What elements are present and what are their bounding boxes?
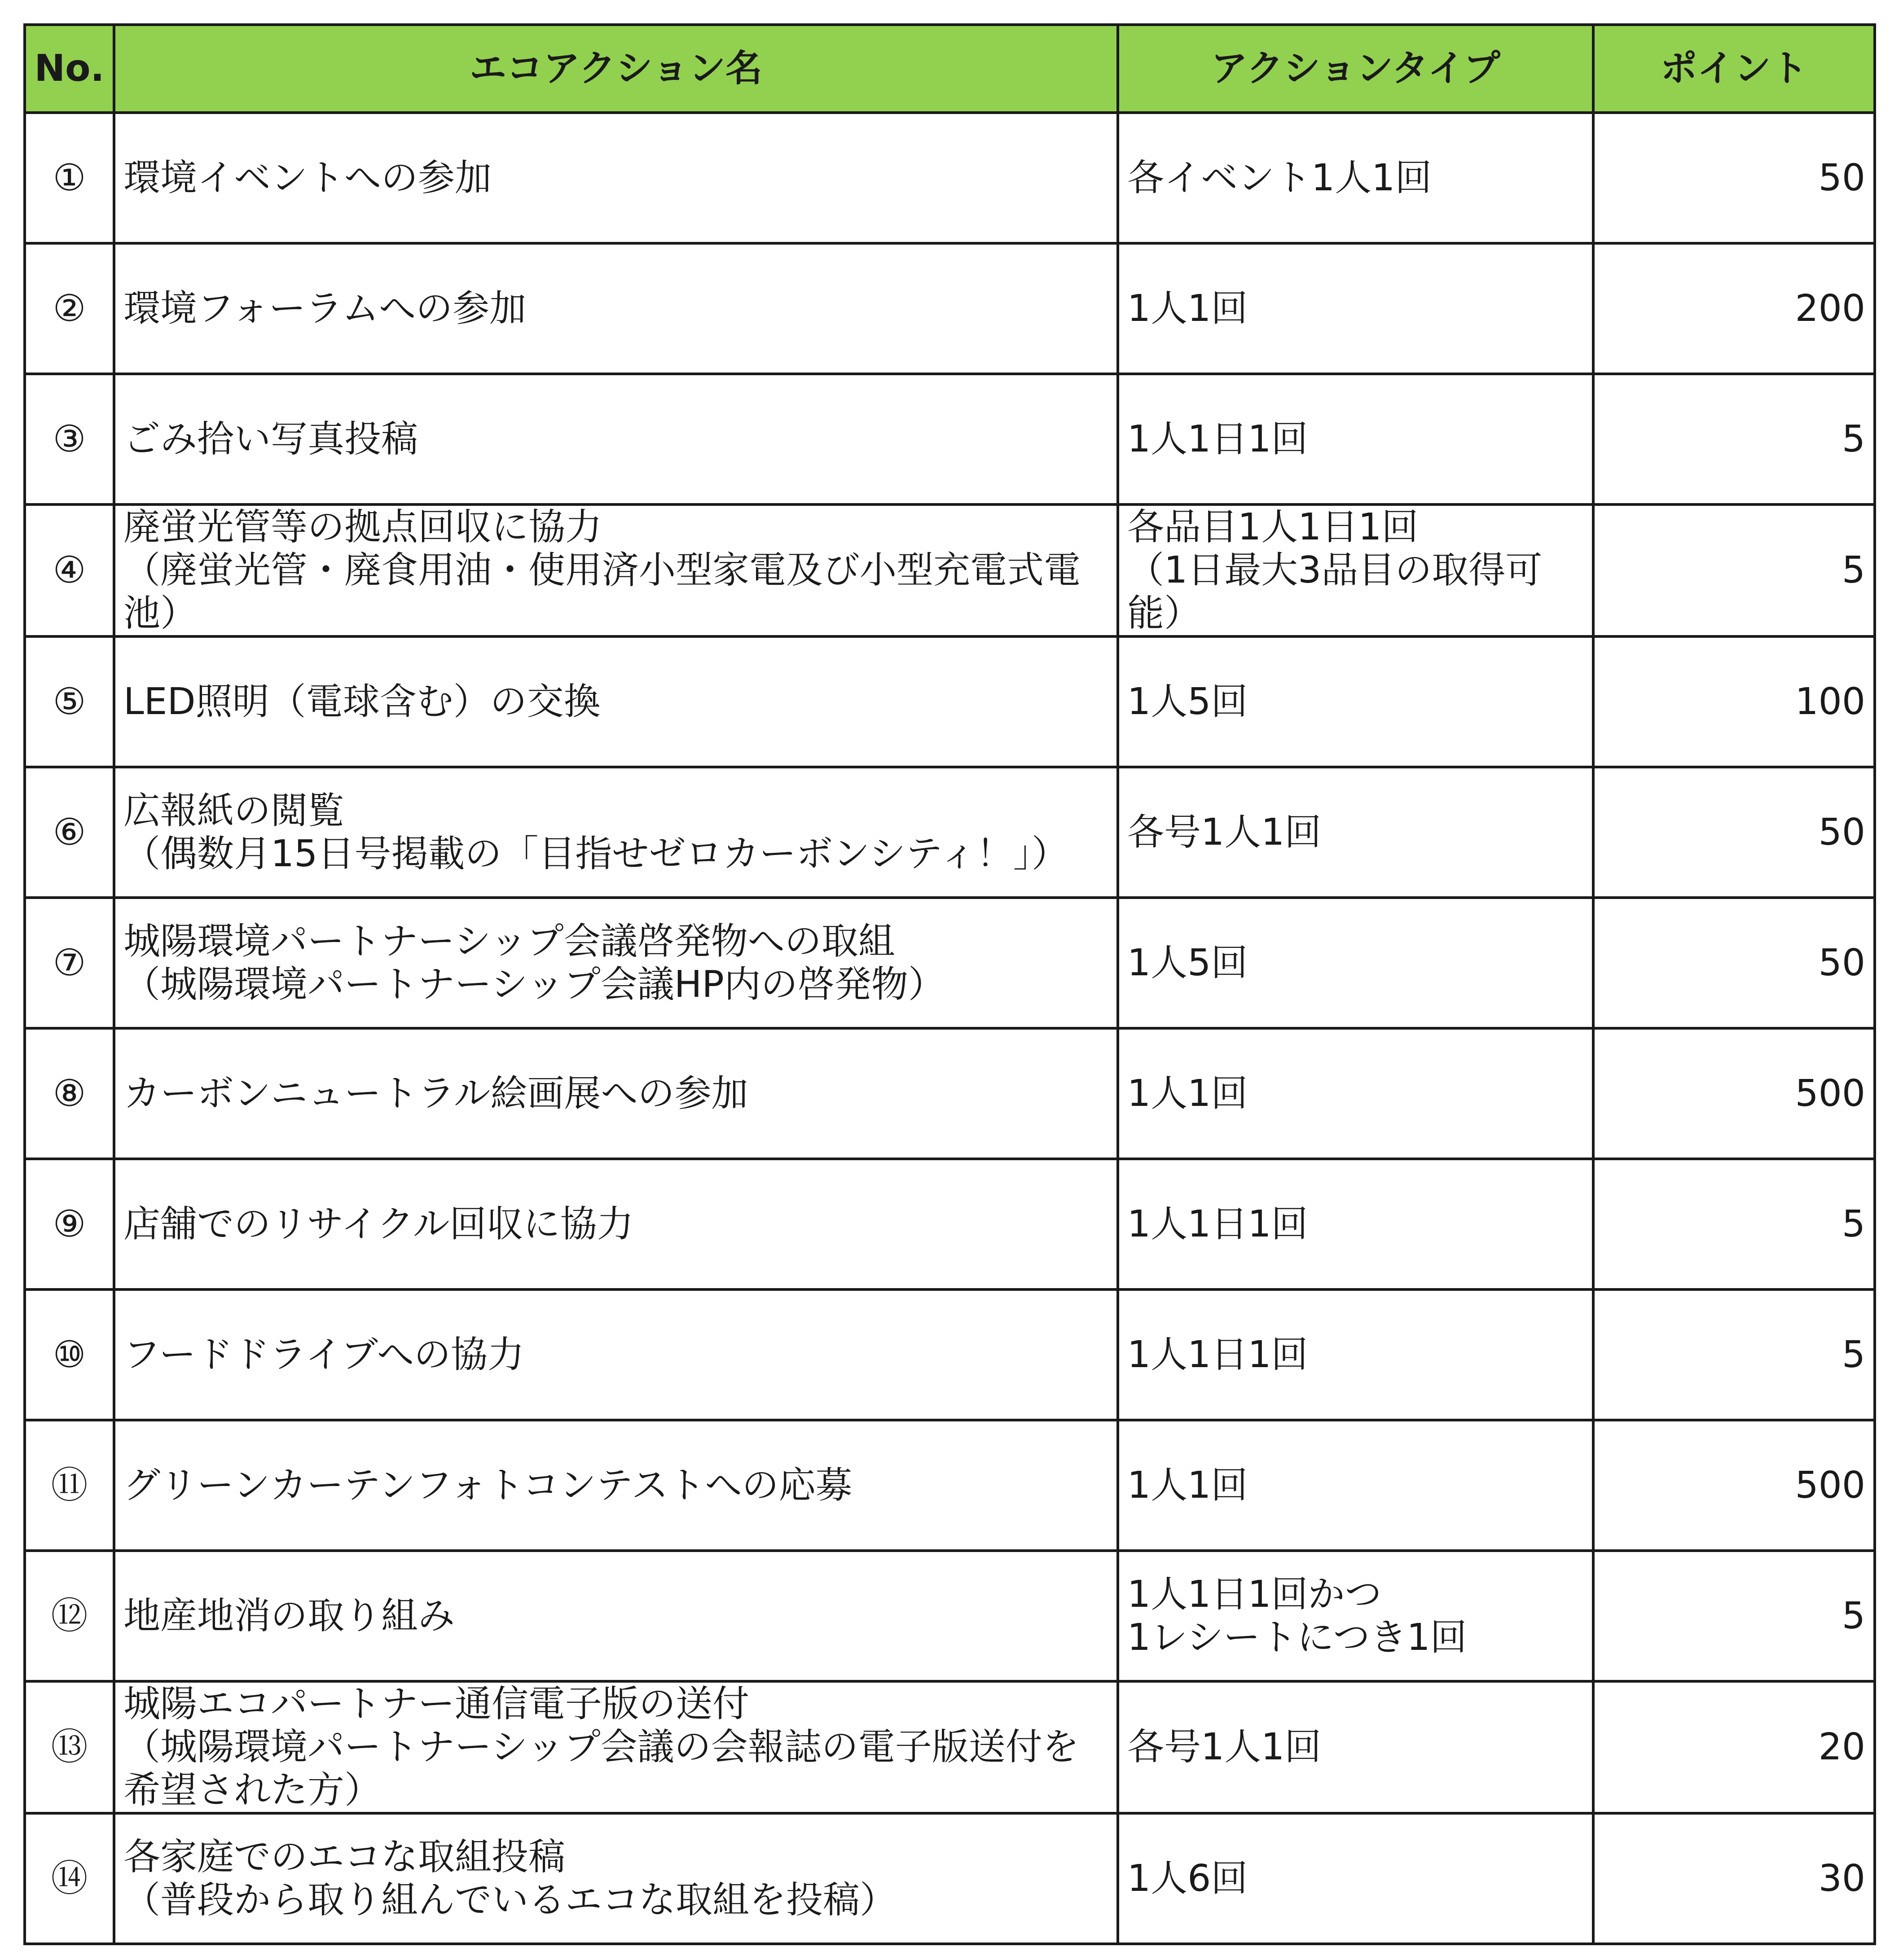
eco-action-table [23, 23, 1876, 1945]
action-type-cell [1118, 1028, 1593, 1159]
row-number: ⑪ [25, 1420, 114, 1551]
row-number: ⑤ [25, 636, 114, 767]
action-name-line: 城陽エコパートナー通信電子版の送付 [123, 1683, 750, 1725]
points-value: 50 [1593, 113, 1875, 243]
table-row [25, 1681, 1875, 1813]
points-value: 500 [1593, 1028, 1875, 1159]
action-name-cell [114, 1420, 1118, 1551]
action-type-line: 1人1回 [1127, 287, 1248, 330]
table-row [25, 898, 1875, 1028]
row-number: ④ [25, 504, 114, 636]
action-name-cell [114, 1289, 1118, 1420]
points-value: 500 [1593, 1420, 1875, 1551]
row-number: ② [25, 243, 114, 374]
action-type-cell [1118, 1681, 1593, 1813]
action-type-cell [1118, 243, 1593, 374]
action-type-cell [1118, 767, 1593, 898]
header-points: ポイント [1593, 25, 1875, 113]
table-row [25, 1420, 1875, 1551]
action-name-cell [114, 1813, 1118, 1944]
action-type-line: 1人1回 [1127, 1464, 1248, 1507]
action-type-line: 1人1回 [1127, 1072, 1248, 1115]
action-type-cell [1118, 1289, 1593, 1420]
table-row [25, 113, 1875, 243]
table-row [25, 1159, 1875, 1289]
table-row [25, 374, 1875, 504]
action-type-line: 各イベント1人1回 [1127, 156, 1432, 199]
action-type-line: 各品目1人1日1回 [1127, 506, 1419, 548]
points-value: 20 [1593, 1681, 1875, 1813]
row-number: ⑥ [25, 767, 114, 898]
action-type-cell [1118, 504, 1593, 636]
points-value: 5 [1593, 374, 1875, 504]
action-type-line: 1レシートにつき1回 [1127, 1616, 1467, 1659]
action-name-line: 広報紙の閲覧 [123, 789, 345, 832]
row-number: ⑨ [25, 1159, 114, 1289]
action-type-cell [1118, 1420, 1593, 1551]
action-name-line: カーボンニュートラル絵画展への参加 [123, 1072, 748, 1115]
header-action-name: エコアクション名 [114, 25, 1118, 113]
action-name-line: ごみ拾い写真投稿 [123, 417, 418, 460]
action-name-cell [114, 898, 1118, 1028]
header-row [25, 25, 1875, 113]
points-value: 5 [1593, 1551, 1875, 1681]
action-name-line: グリーンカーテンフォトコンテストへの応募 [123, 1464, 853, 1507]
action-name-line: （廃蛍光管・廃食用油・使用済小型家電及び小型充電式電 [123, 549, 1081, 592]
points-value: 50 [1593, 767, 1875, 898]
action-type-line: 各号1人1回 [1127, 1726, 1322, 1768]
action-name-cell [114, 374, 1118, 504]
row-number: ① [25, 113, 114, 243]
action-name-line: 希望された方） [123, 1769, 382, 1811]
points-value: 200 [1593, 243, 1875, 374]
action-type-line: （1日最大3品目の取得可 [1127, 549, 1543, 592]
table-row [25, 1028, 1875, 1159]
action-type-line: 1人1日1回 [1127, 1202, 1308, 1245]
row-number: ⑫ [25, 1551, 114, 1681]
action-type-cell [1118, 1159, 1593, 1289]
table-row [25, 504, 1875, 636]
row-number: ③ [25, 374, 114, 504]
action-type-cell [1118, 1813, 1593, 1944]
action-type-cell [1118, 113, 1593, 243]
action-type-cell [1118, 636, 1593, 767]
action-name-line: フードドライブへの協力 [123, 1333, 524, 1376]
action-name-line: 城陽環境パートナーシップ会議啓発物への取組 [123, 920, 895, 963]
action-type-line: 1人1日1回 [1127, 417, 1308, 460]
action-type-line: 各号1人1回 [1127, 811, 1322, 854]
header-action-type: アクションタイプ [1118, 25, 1593, 113]
action-name-line: 店舗でのリサイクル回収に協力 [123, 1202, 634, 1245]
action-type-line: 1人6回 [1127, 1857, 1248, 1900]
action-name-cell [114, 243, 1118, 374]
action-name-line: （偶数月15日号掲載の「目指せゼロカーボンシティ！」） [123, 832, 1068, 875]
action-name-cell [114, 767, 1118, 898]
action-type-cell [1118, 1551, 1593, 1681]
action-name-cell [114, 1551, 1118, 1681]
action-name-cell [114, 1028, 1118, 1159]
points-value: 100 [1593, 636, 1875, 767]
action-name-line: （城陽環境パートナーシップ会議の会報誌の電子版送付を [123, 1726, 1079, 1768]
action-name-cell [114, 113, 1118, 243]
action-type-cell [1118, 898, 1593, 1028]
row-number: ⑭ [25, 1813, 114, 1944]
action-name-line: 各家庭でのエコな取組投稿 [123, 1835, 566, 1878]
action-type-line: 1人1日1回かつ [1127, 1573, 1382, 1616]
points-value: 5 [1593, 1159, 1875, 1289]
table-header [25, 25, 1875, 113]
action-name-line: 廃蛍光管等の拠点回収に協力 [123, 506, 602, 548]
action-name-cell [114, 1159, 1118, 1289]
action-type-line: 能） [1127, 592, 1201, 635]
table-row [25, 636, 1875, 767]
header-no: No. [25, 25, 114, 113]
action-type-line: 1人1日1回 [1127, 1333, 1308, 1376]
table-row [25, 1289, 1875, 1420]
action-name-line: 池） [123, 592, 198, 635]
row-number: ⑦ [25, 898, 114, 1028]
action-name-line: （普段から取り組んでいるエコな取組を投稿） [123, 1878, 897, 1921]
action-name-cell [114, 504, 1118, 636]
points-value: 30 [1593, 1813, 1875, 1944]
table-row [25, 1813, 1875, 1944]
table-row [25, 243, 1875, 374]
row-number: ⑧ [25, 1028, 114, 1159]
points-value: 5 [1593, 504, 1875, 636]
action-name-line: LED照明（電球含む）の交換 [123, 680, 601, 723]
row-number: ⑩ [25, 1289, 114, 1420]
table-row [25, 1551, 1875, 1681]
row-number: ⑬ [25, 1681, 114, 1813]
action-type-line: 1人5回 [1127, 680, 1248, 723]
action-name-line: 地産地消の取り組み [123, 1594, 455, 1637]
table-row [25, 767, 1875, 898]
action-type-line: 1人5回 [1127, 941, 1248, 984]
action-type-cell [1118, 374, 1593, 504]
action-name-cell [114, 1681, 1118, 1813]
action-name-line: （城陽環境パートナーシップ会議HP内の啓発物） [123, 963, 945, 1006]
points-value: 5 [1593, 1289, 1875, 1420]
action-name-line: 環境フォーラムへの参加 [123, 287, 527, 330]
action-name-line: 環境イベントへの参加 [123, 156, 492, 199]
points-value: 50 [1593, 898, 1875, 1028]
action-name-cell [114, 636, 1118, 767]
table-body [25, 113, 1875, 1944]
